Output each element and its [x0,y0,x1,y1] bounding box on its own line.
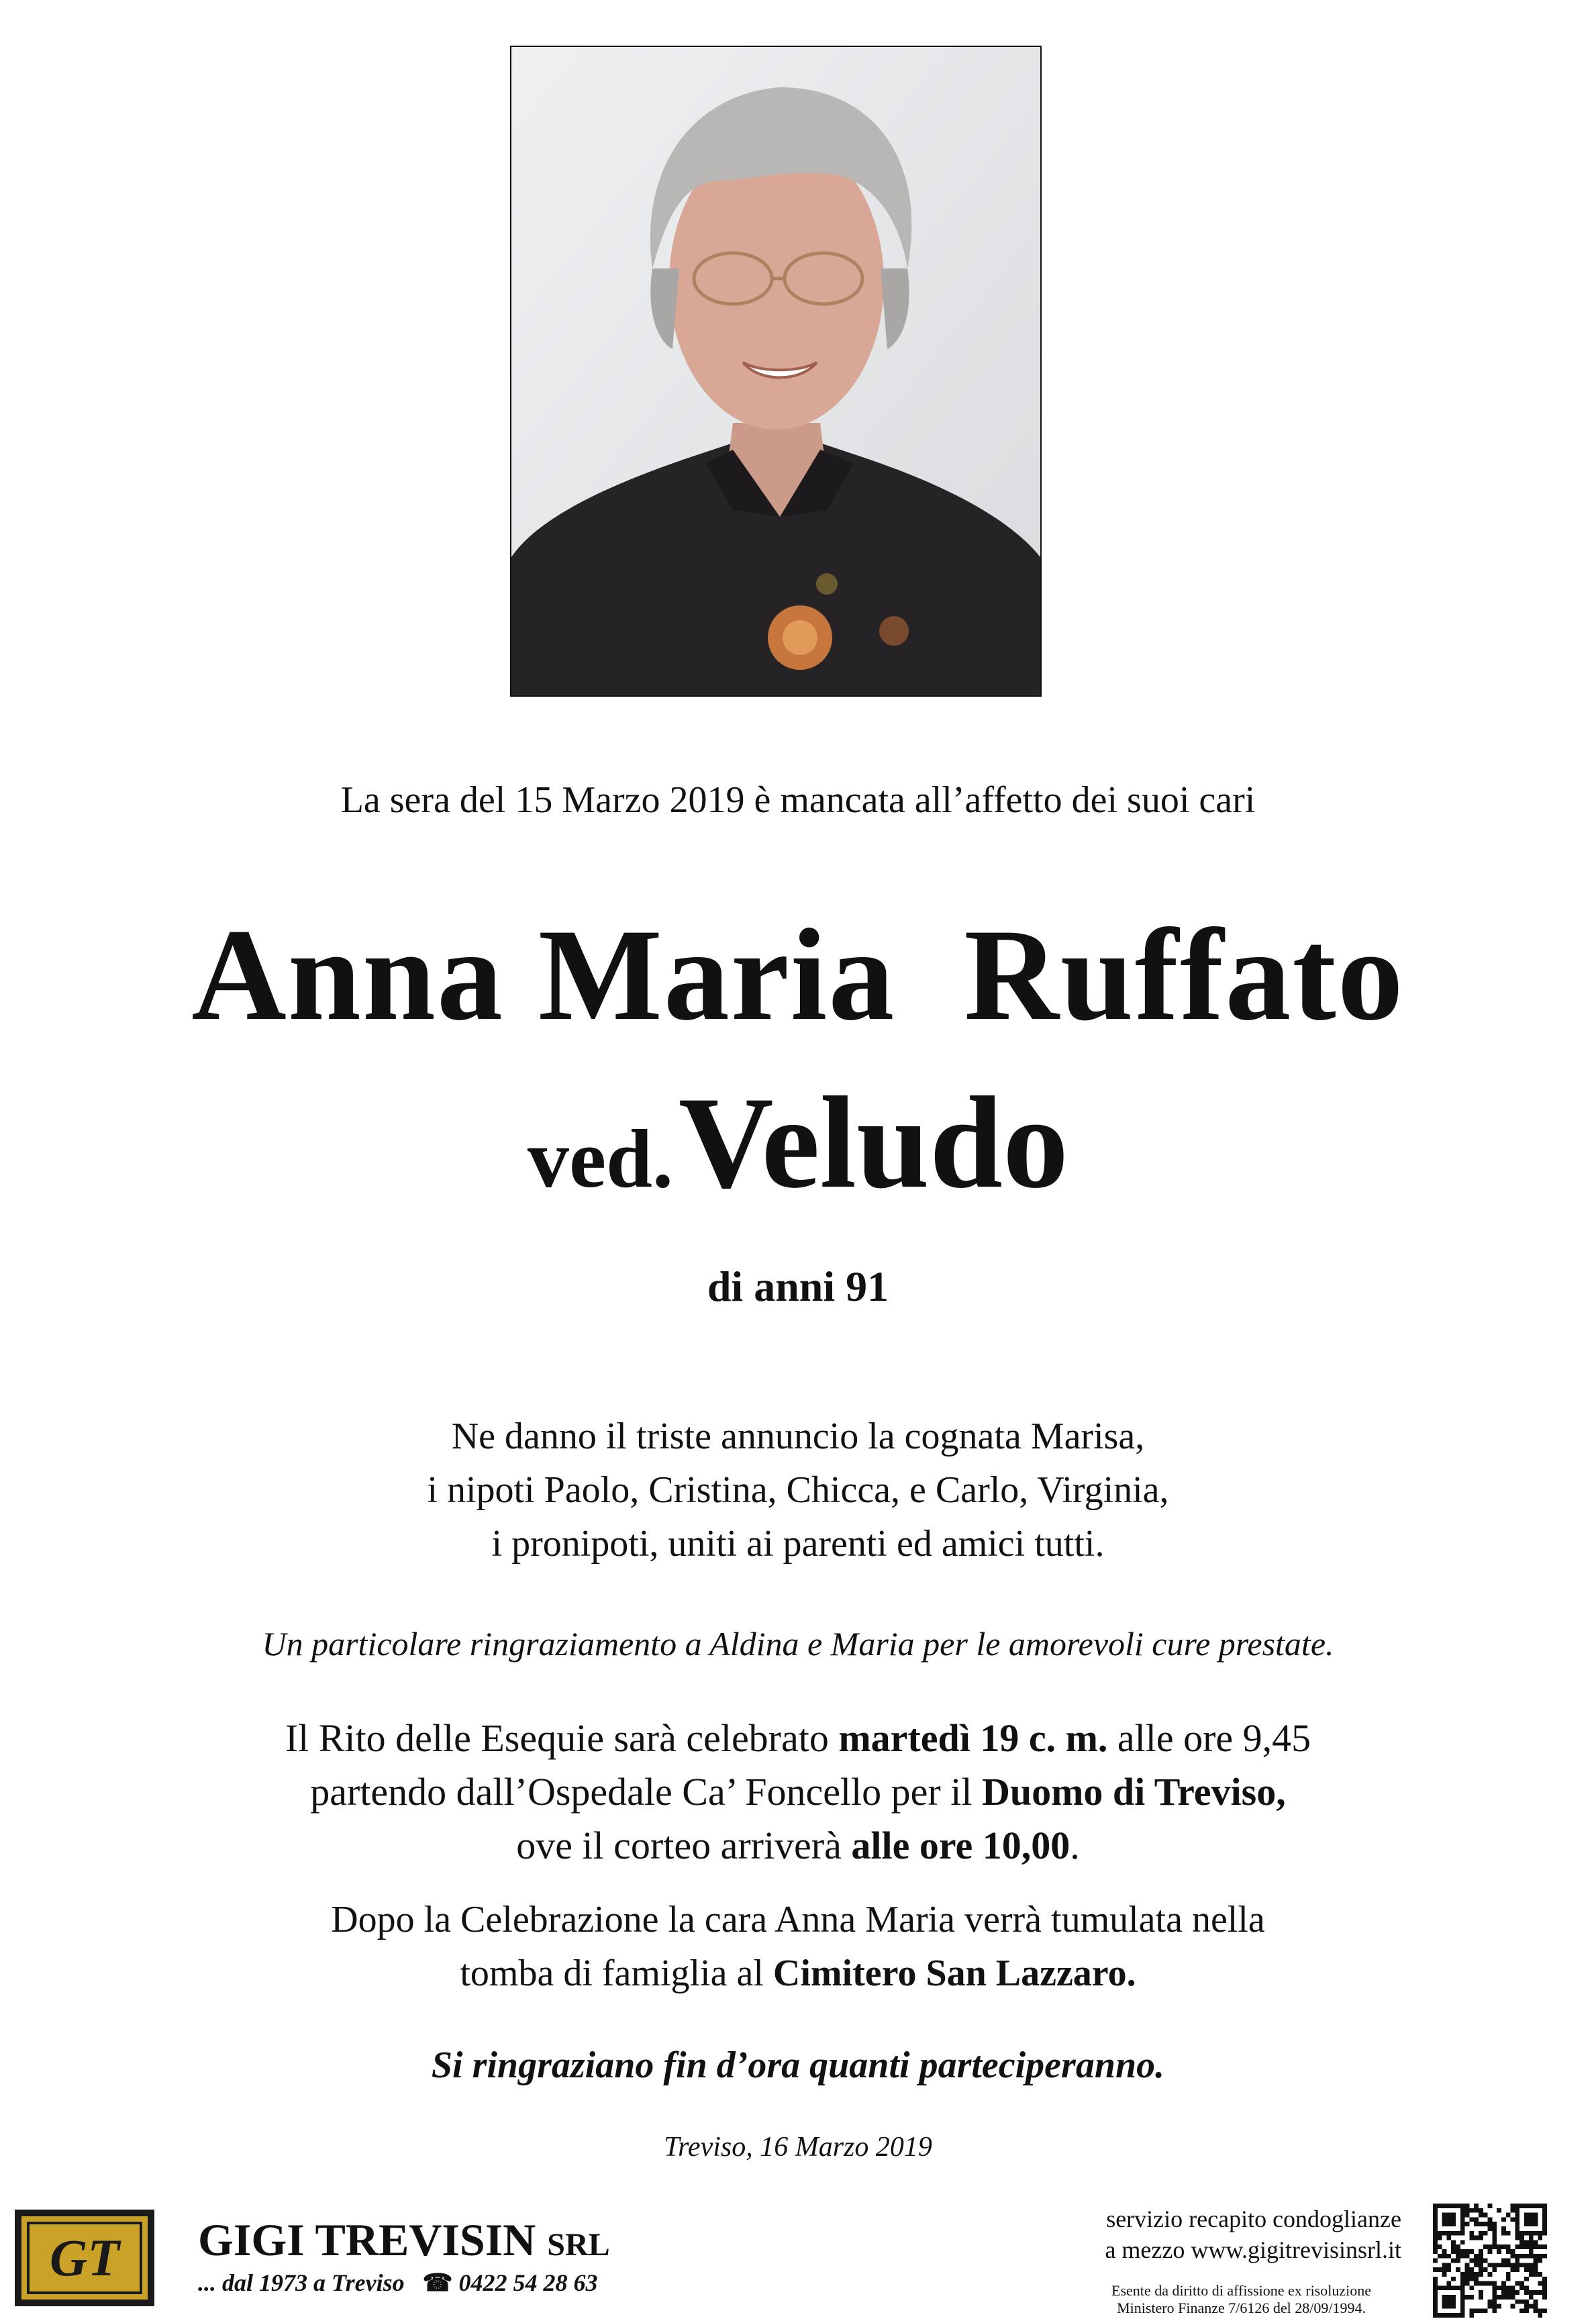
funeral-date: martedì 19 c. m. [838,1716,1108,1760]
legal-notice: Esente da diritto di affissione ex risoluzione Ministero Finanze 7/6126 del 28/09/1994. [1111,2282,1371,2316]
company-name: GIGI TREVISIN SRL [198,2214,610,2265]
burial-line-2: tomba di famiglia al Cimitero San Lazzaro. [460,1953,1136,1994]
company-since: ... dal 1973 a Treviso [198,2269,405,2296]
rite-line-1: Il Rito delle Esequie sarà celebrato martedì 19 c. m. alle ore 9,45 [285,1716,1311,1760]
rite-line-2: partendo dall’Ospedale Ca’ Foncello per il Duomo di Treviso, [310,1770,1286,1814]
deceased-portrait [510,46,1042,697]
burial-block [0,1893,1596,2000]
company-info [198,2269,597,2297]
deceased-name: Anna Maria Ruffato [191,902,1405,1048]
deceased-married-name [0,1067,1596,1218]
announcement-line: Ne danno il triste annuncio la cognata Marisa, [451,1416,1145,1457]
burial-line-1: Dopo la Celebrazione la cara Anna Maria verrà tumulata nella [331,1899,1265,1940]
widow-abbreviation: ved. [527,1113,673,1205]
qr-code-icon [1433,2204,1547,2318]
announcement-block [0,1410,1596,1571]
age-text: di anni 91 [707,1263,889,1310]
church-name: Duomo di Treviso, [981,1770,1286,1814]
telephone-icon: ☎ [422,2269,453,2296]
intro-text: La sera del 15 Marzo 2019 è mancata all’affetto dei suoi cari [340,779,1256,821]
arrival-time: alle ore 10,00 [851,1824,1070,1867]
rite-line-3: ove il corteo arriverà alle ore 10,00. [516,1824,1080,1867]
closing-thanks: Si ringraziano fin d’ora quanti parteciperanno. [431,2044,1165,2086]
cemetery-name: Cimitero San Lazzaro. [772,1953,1136,1994]
company-phone: 0422 54 28 63 [458,2269,598,2296]
married-surname: Veludo [678,1070,1068,1216]
svg-text:GT: GT [50,2228,119,2287]
announcement-line: i pronipoti, uniti ai parenti ed amici tutti. [491,1523,1105,1565]
condolence-service: servizio recapito condoglianze a mezzo www.gigitrevisinsrl.it [1105,2206,1401,2263]
special-thanks: Un particolare ringraziamento a Aldina e Maria per le amorevoli cure prestate. [262,1625,1334,1663]
funeral-rite-block [0,1712,1596,1873]
announcement-line: i nipoti Paolo, Cristina, Chicca, e Carlo, Virginia, [427,1469,1169,1511]
company-logo [13,2208,156,2308]
place-date: Treviso, 16 Marzo 2019 [664,2132,932,2163]
